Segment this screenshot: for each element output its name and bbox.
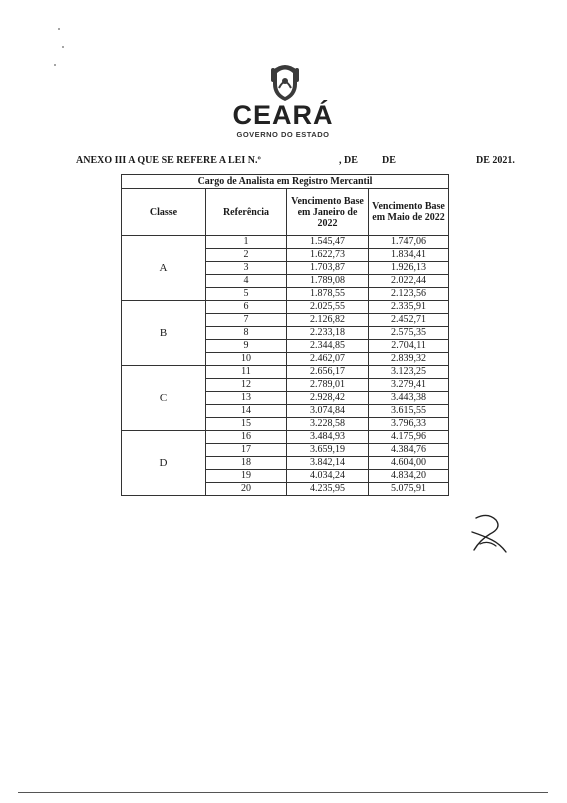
maio-cell: 1.834,41	[369, 249, 449, 262]
maio-cell: 4.175,96	[369, 431, 449, 444]
janeiro-cell: 3.074,84	[287, 405, 369, 418]
table-caption: Cargo de Analista em Registro Mercantil	[122, 175, 449, 189]
referencia-cell: 17	[206, 444, 287, 457]
referencia-cell: 3	[206, 262, 287, 275]
janeiro-cell: 4.034,24	[287, 470, 369, 483]
janeiro-cell: 2.928,42	[287, 392, 369, 405]
maio-cell: 4.384,76	[369, 444, 449, 457]
janeiro-cell: 2.789,01	[287, 379, 369, 392]
handwritten-signature	[466, 510, 512, 561]
janeiro-cell: 2.344,85	[287, 340, 369, 353]
annex-year: DE 2021.	[476, 155, 515, 166]
referencia-cell: 6	[206, 301, 287, 314]
referencia-cell: 12	[206, 379, 287, 392]
janeiro-cell: 2.656,17	[287, 366, 369, 379]
classe-cell: A	[122, 236, 206, 301]
referencia-cell: 7	[206, 314, 287, 327]
maio-cell: 2.335,91	[369, 301, 449, 314]
maio-cell: 5.075,91	[369, 483, 449, 496]
brand-subtitle: GOVERNO DO ESTADO	[236, 130, 330, 139]
column-header-maio: Vencimento Base em Maio de 2022	[369, 189, 449, 236]
referencia-cell: 13	[206, 392, 287, 405]
janeiro-cell: 1.878,55	[287, 288, 369, 301]
janeiro-cell: 2.233,18	[287, 327, 369, 340]
classe-cell: D	[122, 431, 206, 496]
referencia-cell: 11	[206, 366, 287, 379]
scan-speck	[54, 64, 56, 66]
maio-cell: 1.747,06	[369, 236, 449, 249]
janeiro-cell: 2.126,82	[287, 314, 369, 327]
janeiro-cell: 3.659,19	[287, 444, 369, 457]
maio-cell: 3.796,33	[369, 418, 449, 431]
maio-cell: 3.443,38	[369, 392, 449, 405]
table-row	[122, 236, 449, 249]
referencia-cell: 20	[206, 483, 287, 496]
table-row	[122, 301, 449, 314]
janeiro-cell: 1.622,73	[287, 249, 369, 262]
janeiro-cell: 2.025,55	[287, 301, 369, 314]
column-header-referencia: Referência	[206, 189, 287, 236]
maio-cell: 2.704,11	[369, 340, 449, 353]
referencia-cell: 18	[206, 457, 287, 470]
referencia-cell: 9	[206, 340, 287, 353]
referencia-cell: 5	[206, 288, 287, 301]
maio-cell: 3.279,41	[369, 379, 449, 392]
classe-cell: B	[122, 301, 206, 366]
referencia-cell: 2	[206, 249, 287, 262]
column-header-janeiro: Vencimento Base em Janeiro de 2022	[287, 189, 369, 236]
referencia-cell: 8	[206, 327, 287, 340]
brand-title: CEARÁ	[232, 100, 334, 130]
scan-speck	[58, 28, 60, 30]
scan-speck	[62, 46, 64, 48]
referencia-cell: 19	[206, 470, 287, 483]
referencia-cell: 10	[206, 353, 287, 366]
maio-cell: 3.123,25	[369, 366, 449, 379]
janeiro-cell: 2.462,07	[287, 353, 369, 366]
annex-date-de: , DE	[339, 155, 358, 166]
maio-cell: 2.839,32	[369, 353, 449, 366]
maio-cell: 4.604,00	[369, 457, 449, 470]
janeiro-cell: 1.545,47	[287, 236, 369, 249]
annex-title: ANEXO III A QUE SE REFERE A LEI N.º	[76, 155, 261, 166]
maio-cell: 3.615,55	[369, 405, 449, 418]
annex-date-de: DE	[382, 155, 396, 166]
referencia-cell: 14	[206, 405, 287, 418]
referencia-cell: 1	[206, 236, 287, 249]
janeiro-cell: 3.228,58	[287, 418, 369, 431]
table-body	[122, 236, 449, 496]
janeiro-cell: 1.703,87	[287, 262, 369, 275]
salary-table	[121, 174, 449, 496]
maio-cell: 2.123,56	[369, 288, 449, 301]
column-header-classe: Classe	[122, 189, 206, 236]
janeiro-cell: 4.235,95	[287, 483, 369, 496]
maio-cell: 2.575,35	[369, 327, 449, 340]
table-row	[122, 431, 449, 444]
classe-cell: C	[122, 366, 206, 431]
table-row	[122, 366, 449, 379]
footer-divider	[18, 792, 548, 793]
janeiro-cell: 3.842,14	[287, 457, 369, 470]
referencia-cell: 15	[206, 418, 287, 431]
janeiro-cell: 3.484,93	[287, 431, 369, 444]
maio-cell: 2.452,71	[369, 314, 449, 327]
janeiro-cell: 1.789,08	[287, 275, 369, 288]
maio-cell: 4.834,20	[369, 470, 449, 483]
maio-cell: 2.022,44	[369, 275, 449, 288]
referencia-cell: 16	[206, 431, 287, 444]
referencia-cell: 4	[206, 275, 287, 288]
maio-cell: 1.926,13	[369, 262, 449, 275]
